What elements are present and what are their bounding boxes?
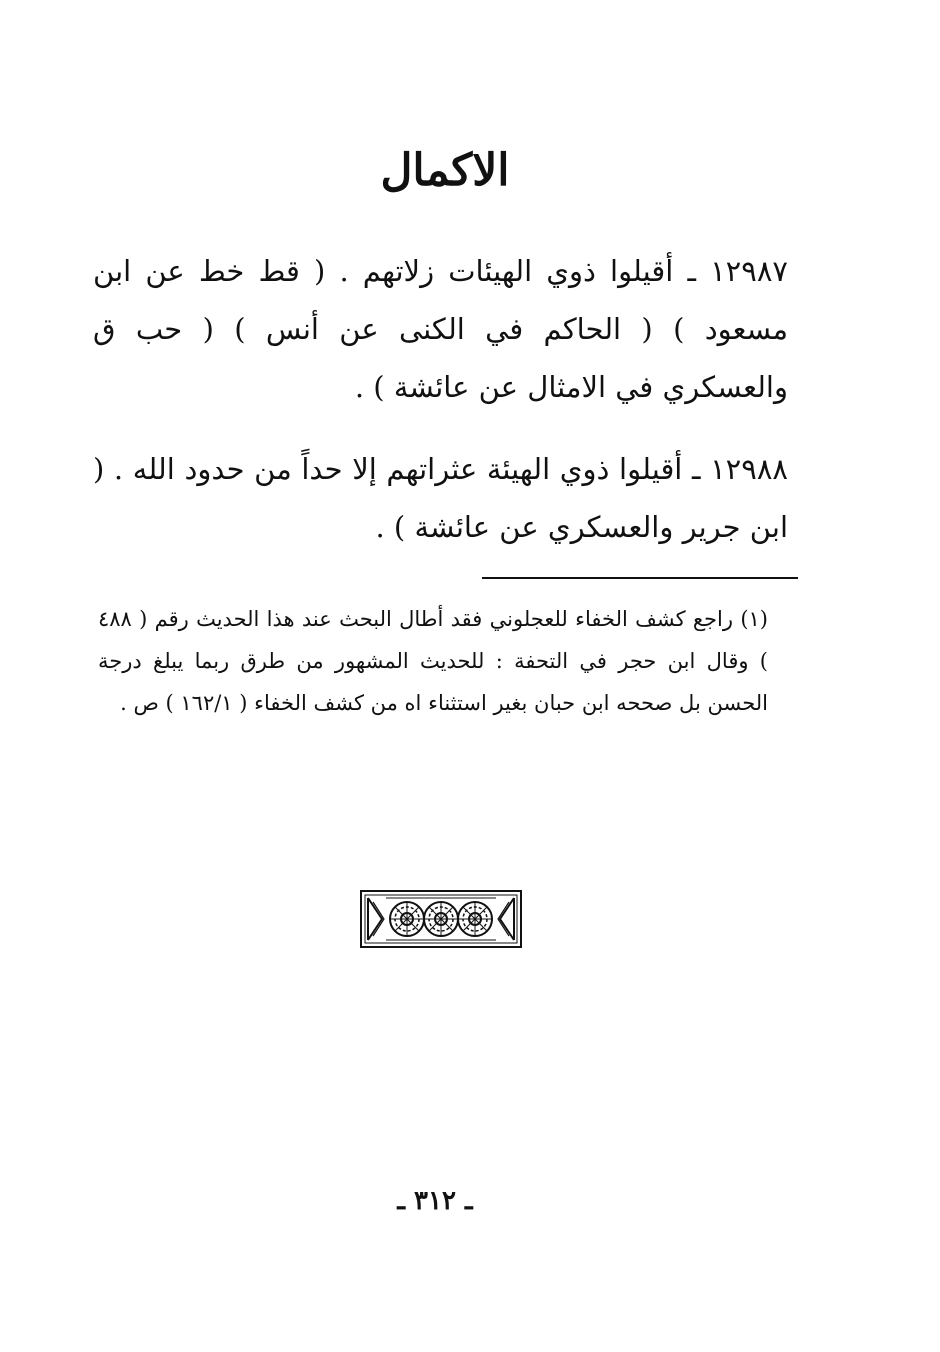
page-number: ـ ٣١٢ ـ [397,1186,473,1216]
hadith-entry-12987: ١٢٩٨٧ ـ أقيلوا ذوي الهيئات زلاتهم . ( قط خط عن ابن مسعود ) ( الحاكم في الكنى عن أنس ) ( حب ق والعسكري في الامثال عن عائشة ) . [93,254,789,404]
footnote-divider [482,577,798,579]
footnote: (١) راجع كشف الخفاء للعجلوني فقد أطال البحث عند هذا الحديث رقم ( ٤٨٨ ) وقال ابن حجر في التحفة : للحديث المشهور من طرق ربما يبلغ درجة الحسن بل صححه ابن حبان بغير استثناء اه من كشف الخفاء ( ١٦٢/١ ) ص . [98,607,768,715]
arabesque-ornament-icon [360,890,522,948]
hadith-entry-12988: ١٢٩٨٨ ـ أقيلوا ذوي الهيئة عثراتهم إلا حداً من حدود الله . ( ابن جرير والعسكري عن عائشة ) . [93,452,788,544]
section-title: الاكمال [380,145,510,196]
